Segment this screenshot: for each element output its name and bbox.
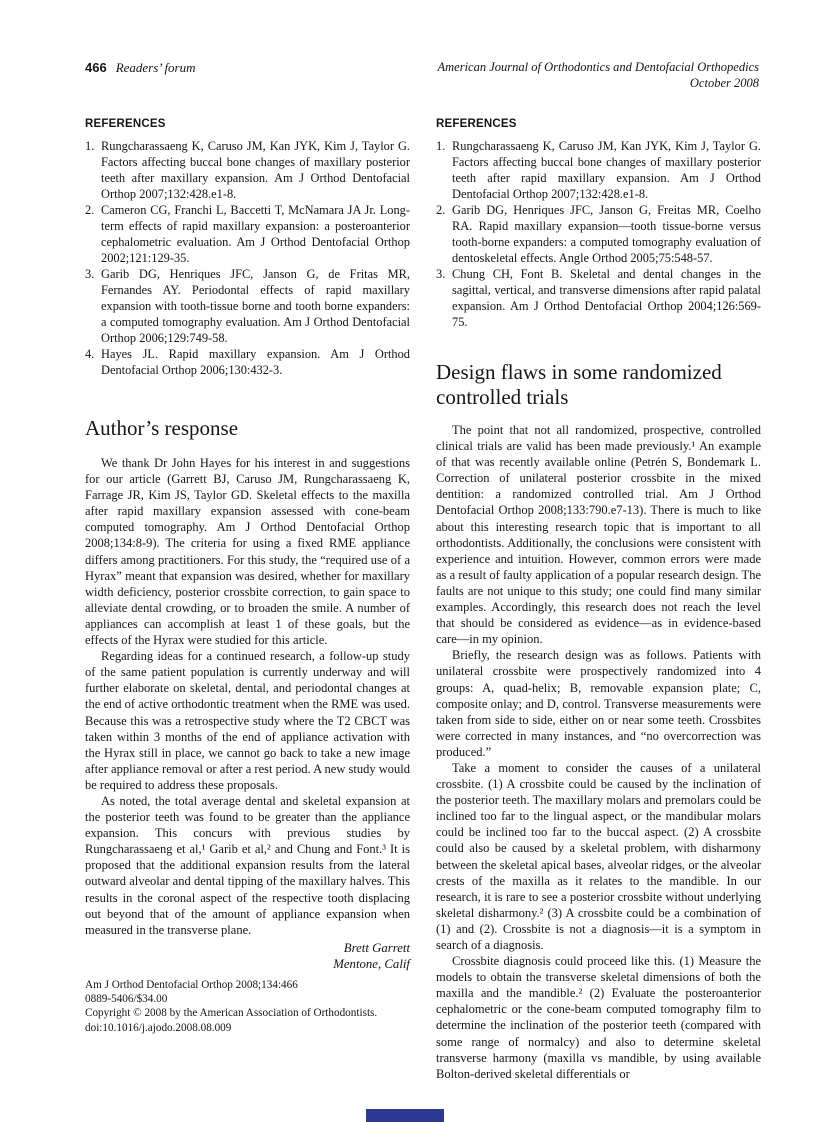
running-head-left [85, 60, 196, 75]
body-paragraph: Regarding ideas for a continued research, a follow-up study of the same patient population is currently underway and will further elaborate on skeletal, dental, and periodontal changes at the end of active orthodontic treatment when the RME was used. Because this was a retrospective study where the T2 CBCT was taken within 3 months of the end of appliance activation with the Hyrax still in place, we cannot go back to take a new image after appliance removal or after a rest period. A new study would be required to address these proposals. [85, 649, 410, 792]
reference-item: Cameron CG, Franchi L, Baccetti T, McNamara JA Jr. Long-term effects of rapid maxillary expansion: a posteroanterior cephalometric evaluation. Am J Orthod Dentofacial Orthop 2002;121:129-35. [101, 203, 410, 265]
footnote-line: doi:10.1016/j.ajodo.2008.08.009 [85, 1021, 232, 1034]
reference-item: Garib DG, Henriques JFC, Janson G, Freitas MR, Coelho RA. Rapid maxillary expansion—tooth tissue-borne versus tooth-borne expanders: a computed tomography evaluation of dentoskeletal effects. Angle Orthod 2005;75:548-57. [452, 203, 761, 265]
reference-item: Garib DG, Henriques JFC, Janson G, de Fritas MR, Fernandes AY. Periodontal effects of rapid maxillary expansion with tooth-tissue borne and tooth borne expanders: a computed tomography evaluation. Am J Orthod Dentofacial Orthop 2006;129:749-58. [101, 267, 410, 345]
reference-item: Rungcharassaeng K, Caruso JM, Kan JYK, Kim J, Taylor G. Factors affecting buccal bone changes of maxillary posterior teeth after rapid maxillary expansion. Am J Orthod Dentofacial Orthop 2007;132:428.e1-8. [452, 139, 761, 201]
footnote-line: 0889-5406/$34.00 [85, 993, 168, 1006]
body-paragraph: Briefly, the research design was as follows. Patients with unilateral crossbite were prospectively randomized into 4 groups: A, quad-helix; B, removable expansion plate; C, composite onlay; and D, control. Transverse measurements were taken from side to side, either on or near some teeth. Crossbites were corrected in many instances, and “no overcorrection was produced.” [436, 648, 761, 759]
reference-item: Chung CH, Font B. Skeletal and dental changes in the sagittal, vertical, and transverse dimensions after rapid palatal expansion. Am J Orthod Dentofacial Orthop 2004;126:569-75. [452, 267, 761, 329]
page-number: 466 [85, 60, 107, 75]
right-column [436, 112, 761, 1082]
running-head [85, 60, 759, 91]
body-paragraph: The point that not all randomized, prospective, controlled clinical trials are valid has been made previously.¹ An example of that was recently available online (Petrén S, Bondemark L. Correction of unilateral posterior crossbite in the mixed dentition: a randomized controlled trial. Am J Orthod Dentofacial Orthop 2008;133:790.e7-13). There is much to like about this interesting research topic that is important to all orthodontists. Additionally, the conclusions were consistent with experience and intuition. However, common errors were made as a result of faulty application of a popular research design. The faults are not unique to this study; one could find many similar examples. Accordingly, this research does not reach the level that should be considered as evidence—as in evidence-based care—in my opinion. [436, 423, 761, 647]
body-paragraph: As noted, the total average dental and skeletal expansion at the posterior teeth was found to be greater than the appliance expansion. This concurs with previous studies by Rungcharassaeng et al,¹ Garib et al,² and Chung and Font.³ It is proposed that the additional expansion results from the lateral outward alveolar and dental tipping of the maxillary halves. This results in the coronal aspect of the respective tooth displacing out beyond that of the amount of appliance expansion when measured in the transverse plane. [85, 793, 410, 937]
article-footnote [85, 978, 410, 1035]
issue-date: October 2008 [689, 75, 759, 90]
article-body [436, 422, 761, 1082]
signature-name: Brett Garrett [343, 940, 410, 955]
footnote-line: Am J Orthod Dentofacial Orthop 2008;134:466 [85, 978, 298, 991]
references-heading-left: REFERENCES [85, 118, 166, 130]
references-heading-right: REFERENCES [436, 118, 517, 130]
section-title: Readers’ forum [115, 60, 196, 75]
body-paragraph: Crossbite diagnosis could proceed like this. (1) Measure the models to obtain the transverse skeletal dimensions of both the maxilla and the mandible.² (2) Evaluate the posteroanterior cephalometric or the cone-beam computed tomography film to determine the inclination of the posterior teeth (compared with some range of normalcy) and also to determine skeletal transverse harmony (maxilla vs mandible, by using available Bolton-derived skeletal differentials or [436, 954, 761, 1081]
reference-item: Hayes JL. Rapid maxillary expansion. Am J Orthod Dentofacial Orthop 2006;130:432-3. [101, 347, 410, 377]
left-column [85, 112, 410, 1082]
response-heading: Author’s response [85, 416, 239, 440]
references-list-left [85, 138, 410, 378]
journal-title: American Journal of Orthodontics and Dentofacial Orthopedics [437, 60, 759, 74]
body-paragraph: We thank Dr John Hayes for his interest in and suggestions for our article (Garrett BJ, Caruso JM, Rungcharassaeng K, Farrage JR, Kim JS, Taylor GD. Skeletal effects to the maxilla after rapid maxillary expansion assessed with cone-beam computed tomography. Am J Orthod Dentofacial Orthop 2008;134:8-9). The criteria for using a fixed RME appliance differs among practitioners. For this study, the “required use of a Hyrax” meant that expansion was desired, whether for maxillary width deficiency, posterior crossbite correction, to gain space to alleviate dental crowding, or to broaden the smile. A number of appliances can accomplish at least 1 of these goals, but the effects of the Hyrax were studied for this article. [85, 456, 410, 648]
reference-item: Rungcharassaeng K, Caruso JM, Kan JYK, Kim J, Taylor G. Factors affecting buccal bone changes of maxillary posterior teeth after maxillary expansion. Am J Orthod Dentofacial Orthop 2007;132:428.e1-8. [101, 139, 410, 201]
footnote-line: Copyright © 2008 by the American Association of Orthodontists. [85, 1007, 378, 1020]
article-heading: Design flaws in some randomized controlled trials [436, 360, 722, 409]
running-head-right [438, 60, 760, 91]
response-body [85, 455, 410, 938]
references-list-right [436, 138, 761, 330]
signature-block [85, 940, 410, 973]
body-paragraph: Take a moment to consider the causes of a unilateral crossbite. (1) A crossbite could be caused by the inclination of the posterior teeth. The maxillary molars and premolars could be inclined too far to the lingual aspect, or the mandibular molars could be inclined too far to the buccal aspect. (2) A crossbite could also be caused by a skeletal problem, with disharmony between the skeletal apical bases, alveolar ridges, or the alveolar crests of the maxilla as it relates to the mandible. In our research, it is rare to see a posterior crossbite without underlying skeletal disharmony.² (3) A crossbite could be a combination of (1) and (2). Crossbite is not a diagnosis—it is a symptom in search of a diagnosis. [436, 760, 761, 952]
signature-location: Mentone, Calif [333, 957, 410, 972]
column-layout [85, 112, 761, 1082]
page-bottom-marker [366, 1109, 444, 1122]
